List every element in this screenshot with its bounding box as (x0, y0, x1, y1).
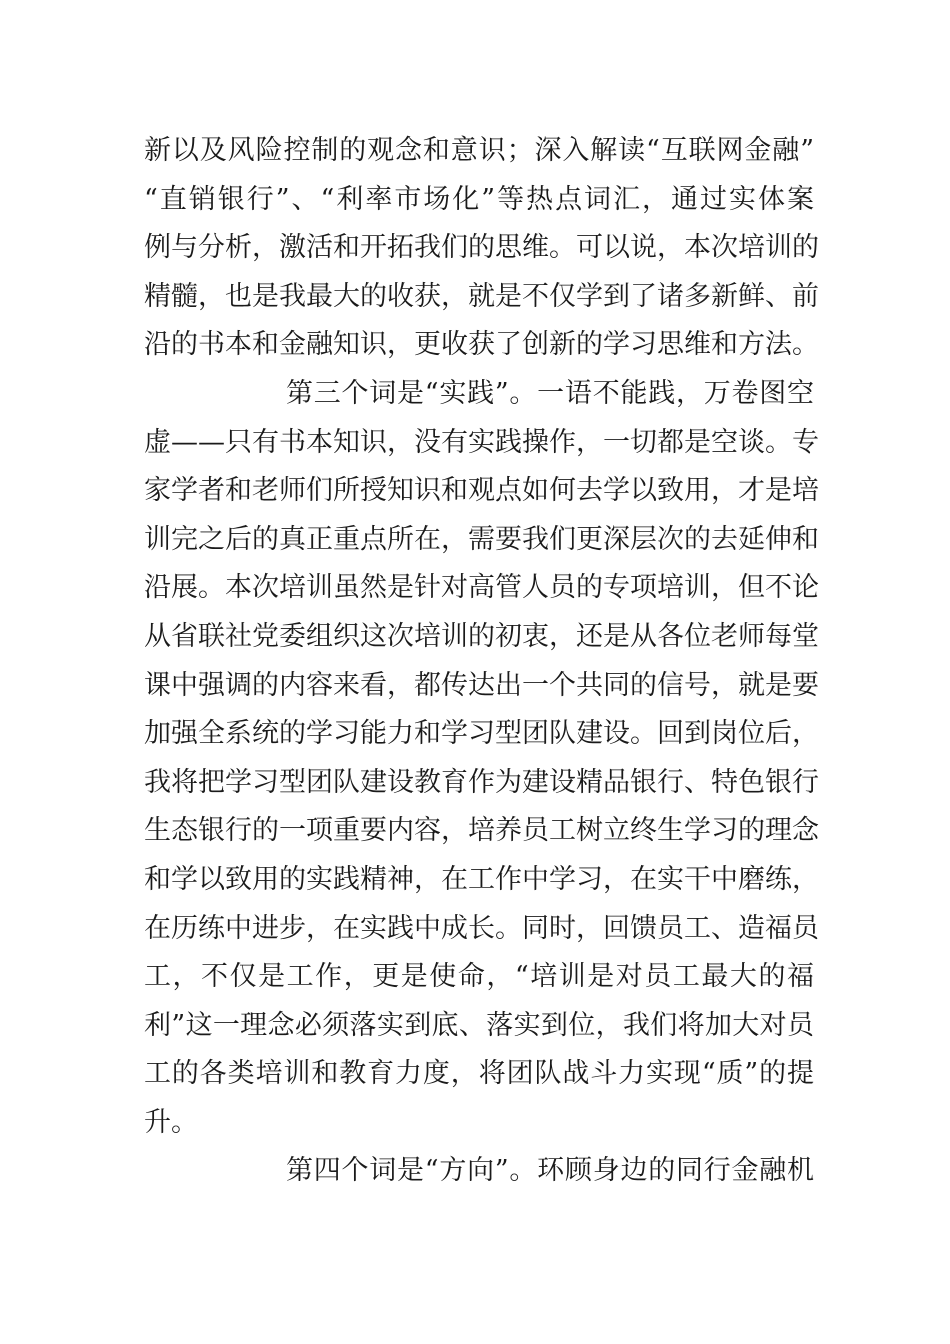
text-line: “直销银行”、“利率市场化”等热点词汇，通过实体案 (144, 183, 814, 215)
paragraph-first-line: 第三个词是“实践”。一语不能践，万卷图空 (286, 377, 814, 409)
text-line: 家学者和老师们所授知识和观点如何去学以致用，才是培 (144, 475, 819, 507)
text-line: 课中强调的内容来看，都传达出一个共同的信号，就是要 (144, 669, 819, 701)
text-line: 训完之后的真正重点所在，需要我们更深层次的去延伸和 (144, 523, 819, 555)
text-line: 新以及风险控制的观念和意识；深入解读“互联网金融” (144, 135, 814, 166)
text-line: 沿展。本次培训虽然是针对高管人员的专项培训，但不论 (144, 572, 819, 604)
text-line: 工的各类培训和教育力度，将团队战斗力实现“质”的提 (144, 1058, 814, 1090)
text-line: 沿的书本和金融知识，更收获了创新的学习思维和方法。 (144, 329, 819, 361)
text-line: 从省联社党委组织这次培训的初衷，还是从各位老师每堂 (144, 620, 819, 652)
document-body (144, 127, 819, 1196)
text-line: 精髓，也是我最大的收获，就是不仅学到了诸多新鲜、前 (144, 280, 819, 312)
text-line: 虚——只有书本知识，没有实践操作，一切都是空谈。专 (144, 426, 819, 458)
paragraph-first-line: 第四个词是“方向”。环顾身边的同行金融机 (286, 1155, 814, 1187)
text-line: 在历练中进步，在实践中成长。同时，回馈员工、造福员 (144, 912, 819, 944)
text-line: 工，不仅是工作，更是使命，“培训是对员工最大的福 (144, 961, 814, 993)
text-line: 生态银行的一项重要内容，培养员工树立终生学习的理念 (144, 815, 819, 847)
text-line: 我将把学习型团队建设教育作为建设精品银行、特色银行 (144, 766, 819, 798)
text-line: 加强全系统的学习能力和学习型团队建设。回到岗位后， (144, 718, 819, 750)
text-line: 升。 (144, 1106, 198, 1138)
text-line: 例与分析，激活和开拓我们的思维。可以说，本次培训的 (144, 232, 819, 264)
text-line: 和学以致用的实践精神，在工作中学习，在实干中磨练， (144, 863, 819, 895)
text-line: 利”这一理念必须落实到底、落实到位，我们将加大对员 (144, 1009, 814, 1041)
